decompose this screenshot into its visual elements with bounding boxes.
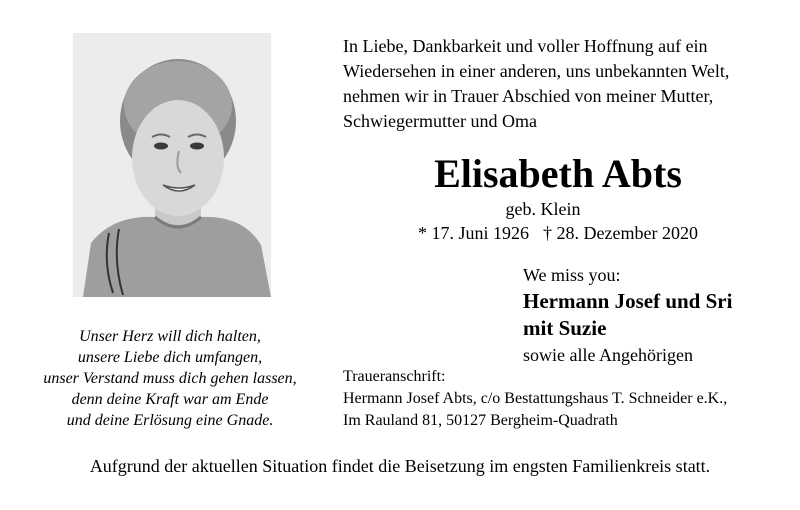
address-label: Traueranschrift: xyxy=(343,368,446,385)
family-others: sowie alle Angehörigen xyxy=(523,345,693,365)
intro-line: Wiedersehen in einer anderen, uns unbekannten Welt, xyxy=(343,61,730,81)
mourning-address xyxy=(343,366,783,432)
death-date: † 28. Dezember 2020 xyxy=(543,223,698,243)
family-names: Hermann Josef und Sri xyxy=(523,289,733,313)
family-intro: We miss you: xyxy=(523,265,621,285)
intro-line: nehmen wir in Trauer Abschied von meiner Mutter, xyxy=(343,86,714,106)
family-block xyxy=(523,262,783,368)
maiden-name: geb. Klein xyxy=(505,199,581,219)
address-line: Hermann Josef Abts, c/o Bestattungshaus T. Schneider e.K., xyxy=(343,390,728,407)
intro-line: Schwiegermutter und Oma xyxy=(343,111,537,131)
poem xyxy=(20,326,320,431)
poem-line: unser Verstand muss dich gehen lassen, xyxy=(43,370,297,387)
family-names: mit Suzie xyxy=(523,316,607,340)
footer-note: Aufgrund der aktuellen Situation findet die Beisetzung im engsten Familienkreis statt. xyxy=(89,456,711,476)
portrait-photo xyxy=(73,33,271,297)
deceased-name: Elisabeth Abts xyxy=(434,151,682,196)
poem-line: und deine Erlösung eine Gnade. xyxy=(66,412,274,429)
poem-line: Unser Herz will dich halten, xyxy=(79,328,261,345)
intro-line: In Liebe, Dankbarkeit und voller Hoffnung auf ein xyxy=(343,36,708,56)
birth-date: * 17. Juni 1926 xyxy=(418,223,530,243)
life-dates xyxy=(418,222,718,244)
intro-text xyxy=(343,34,773,134)
poem-line: unsere Liebe dich umfangen, xyxy=(77,349,263,366)
poem-line: denn deine Kraft war am Ende xyxy=(71,391,269,408)
address-line: Im Rauland 81, 50127 Bergheim-Quadrath xyxy=(343,412,618,429)
